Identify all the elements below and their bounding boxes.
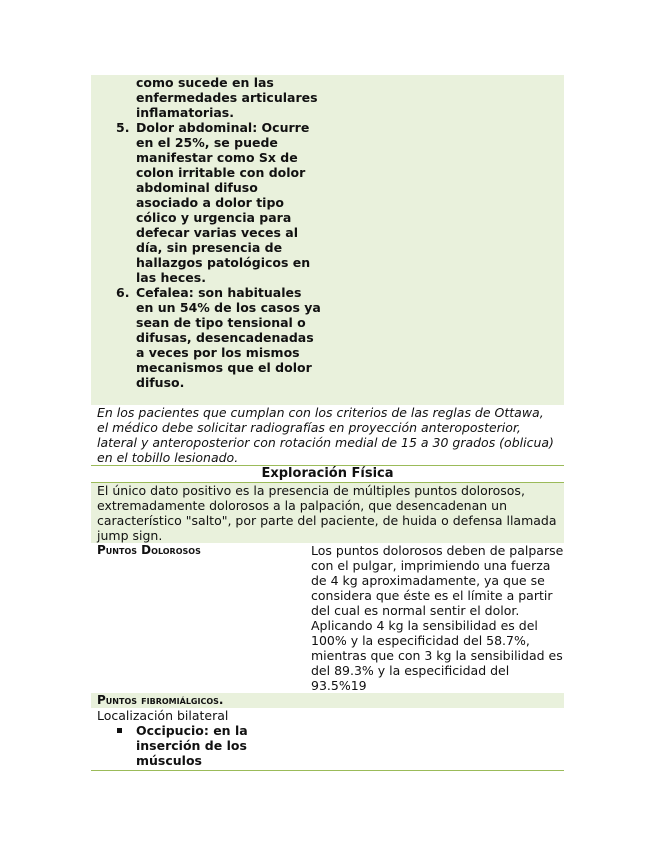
puntos-dolorosos-text: Los puntos dolorosos deben de palparse con el pulgar, imprimiendo una fuerza de 4 kg aproximadamente, ya que se considera que éste es el límite a partir del cual es normal sentir el dolor. Aplicando 4 kg la sensibilidad es del 100% y la especificidad del 58.7%, mientras que con 3 kg la sensibilidad es del 89.3% y la especificidad del 93.5%19 — [311, 543, 564, 693]
symptom-list-block — [91, 75, 564, 405]
list-item-text: como sucede en las enfermedades articulares inflamatorias. — [136, 75, 318, 120]
list-item — [91, 285, 321, 390]
document-page — [91, 75, 564, 771]
list-number: 6. — [116, 285, 130, 300]
bullet-item — [91, 723, 266, 768]
list-item — [91, 120, 321, 285]
puntos-fibromialgicos-label: Puntos fibromiálgicos. — [91, 693, 564, 708]
symptom-list — [91, 75, 321, 390]
puntos-dolorosos-row — [91, 543, 564, 693]
list-item — [91, 75, 321, 120]
location-text: Localización bilateral — [97, 708, 229, 723]
exam-paragraph: El único dato positivo es la presencia de múltiples puntos dolorosos, extremadamente dolorosos a la palpación, que desencadenan un característico "salto", por parte del paciente, de huida o defensa llamada jump sign. — [91, 483, 564, 543]
bullet-text: Occipucio: en la inserción de los músculos — [136, 723, 248, 768]
list-item-text: Dolor abdominal: Ocurre en el 25%, se puede manifestar como Sx de colon irritable con dolor abdominal difuso asociado a dolor tipo cólico y urgencia para defecar varias veces al día, sin presencia de hallazgos patológicos en las heces. — [136, 120, 311, 285]
square-bullet-icon — [117, 728, 122, 733]
divider — [91, 770, 564, 771]
list-number: 5. — [116, 120, 130, 135]
section-title: Exploración Física — [261, 466, 394, 481]
list-item-text: Cefalea: son habituales en un 54% de los casos ya sean de tipo tensional o difusas, desencadenadas a veces por los mismos mecanismos que el dolor difuso. — [136, 285, 321, 390]
bullet-list — [91, 723, 564, 768]
ottawa-note: En los pacientes que cumplan con los criterios de las reglas de Ottawa, el médico debe solicitar radiografías en proyección anteroposterior, lateral y anteroposterior con rotación medial de 15 a 30 grados (oblicua) en el tobillo lesionado. — [97, 405, 554, 465]
puntos-dolorosos-label: Puntos Dolorosos — [97, 543, 201, 557]
